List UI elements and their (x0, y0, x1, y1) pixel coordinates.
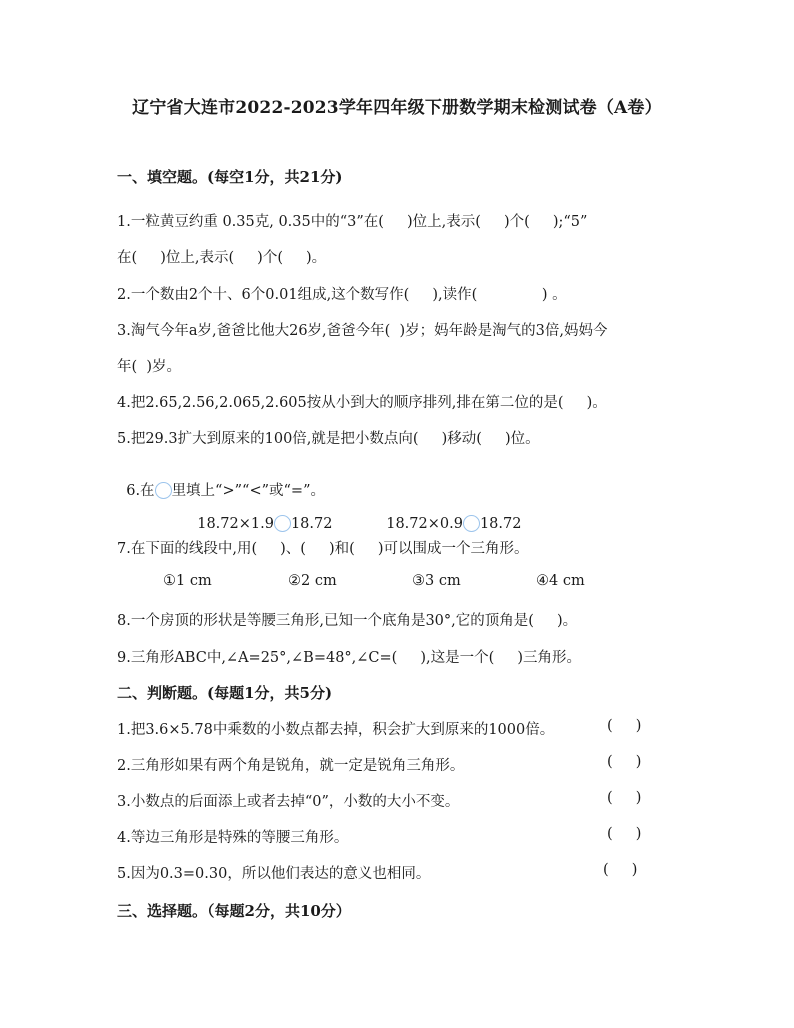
judge-item-4: 4.等边三角形是特殊的等腰三角形。 (117, 830, 349, 846)
question-7: 7.在下面的线段中,用( )、( )和( )可以围成一个三角形。 (117, 541, 529, 557)
question-6-suffix: 里填上“>”“<”或“=”。 (171, 483, 325, 499)
question-2: 2.一个数由2个十、6个0.01组成,这个数写作( ),读作( ) 。 (117, 287, 567, 303)
compare-b-blank[interactable] (463, 515, 480, 532)
question-5: 5.把29.3扩大到原来的100倍,就是把小数点向( )移动( )位。 (117, 431, 540, 447)
compare-b-right: 18.72 (479, 516, 522, 532)
question-8: 8.一个房顶的形状是等腰三角形,已知一个底角是30°,它的顶角是( )。 (117, 613, 578, 629)
compare-b (377, 499, 521, 532)
compare-b-left: 18.72×0.9 (386, 516, 463, 532)
question-6-prefix: 6.在 (126, 483, 155, 499)
question-1-line-2: 在( )位上,表示( )个( )。 (117, 250, 327, 266)
question-4: 4.把2.65,2.56,2.065,2.605按从小到大的顺序排列,排在第二位的是( )。 (117, 395, 607, 411)
compare-a-left: 18.72×1.9 (197, 516, 274, 532)
question-3-line-2: 年( )岁。 (117, 359, 182, 375)
judge-item-3: 3.小数点的后面添上或者去掉“0”，小数的大小不变。 (117, 794, 460, 810)
q7-option-2: ②2 cm (288, 573, 337, 589)
question-1-line-1: 1.一粒黄豆约重 0.35克, 0.35中的“3”在( )位上,表示( )个( );“5” (117, 214, 588, 230)
judge-item-5: 5.因为0.3=0.30，所以他们表达的意义也相同。 (117, 866, 431, 882)
section2-heading: 二、判断题。(每题1分，共5分) (117, 684, 333, 702)
compare-a-blank[interactable] (274, 515, 291, 532)
question-6 (117, 463, 325, 500)
q7-option-3: ③3 cm (412, 573, 461, 589)
question-9: 9.三角形ABC中,∠A=25°,∠B=48°,∠C=( ),这是一个( )三角形。 (117, 650, 581, 666)
judge-answer-2[interactable]: ( ) (607, 754, 642, 770)
judge-answer-4[interactable]: ( ) (607, 826, 642, 842)
question-3-line-1: 3.淘气今年a岁,爸爸比他大26岁,爸爸今年( )岁；妈年龄是淘气的3倍,妈妈今 (117, 323, 608, 339)
compare-a (188, 499, 332, 532)
section1-heading: 一、填空题。(每空1分，共21分) (117, 168, 343, 186)
judge-answer-3[interactable]: ( ) (607, 790, 642, 806)
q7-option-4: ④4 cm (536, 573, 585, 589)
judge-answer-5[interactable]: ( ) (603, 862, 638, 878)
exam-title: 辽宁省大连市2022-2023学年四年级下册数学期末检测试卷（A卷） (132, 98, 662, 118)
judge-item-1: 1.把3.6×5.78中乘数的小数点都去掉，积会扩大到原来的1000倍。 (117, 722, 555, 738)
judge-answer-1[interactable]: ( ) (607, 718, 642, 734)
q7-option-1: ①1 cm (163, 573, 212, 589)
compare-a-right: 18.72 (290, 516, 333, 532)
circle-blank-icon (155, 482, 172, 499)
section3-heading: 三、选择题。（每题2分，共10分） (117, 902, 351, 920)
judge-item-2: 2.三角形如果有两个角是锐角，就一定是锐角三角形。 (117, 758, 465, 774)
